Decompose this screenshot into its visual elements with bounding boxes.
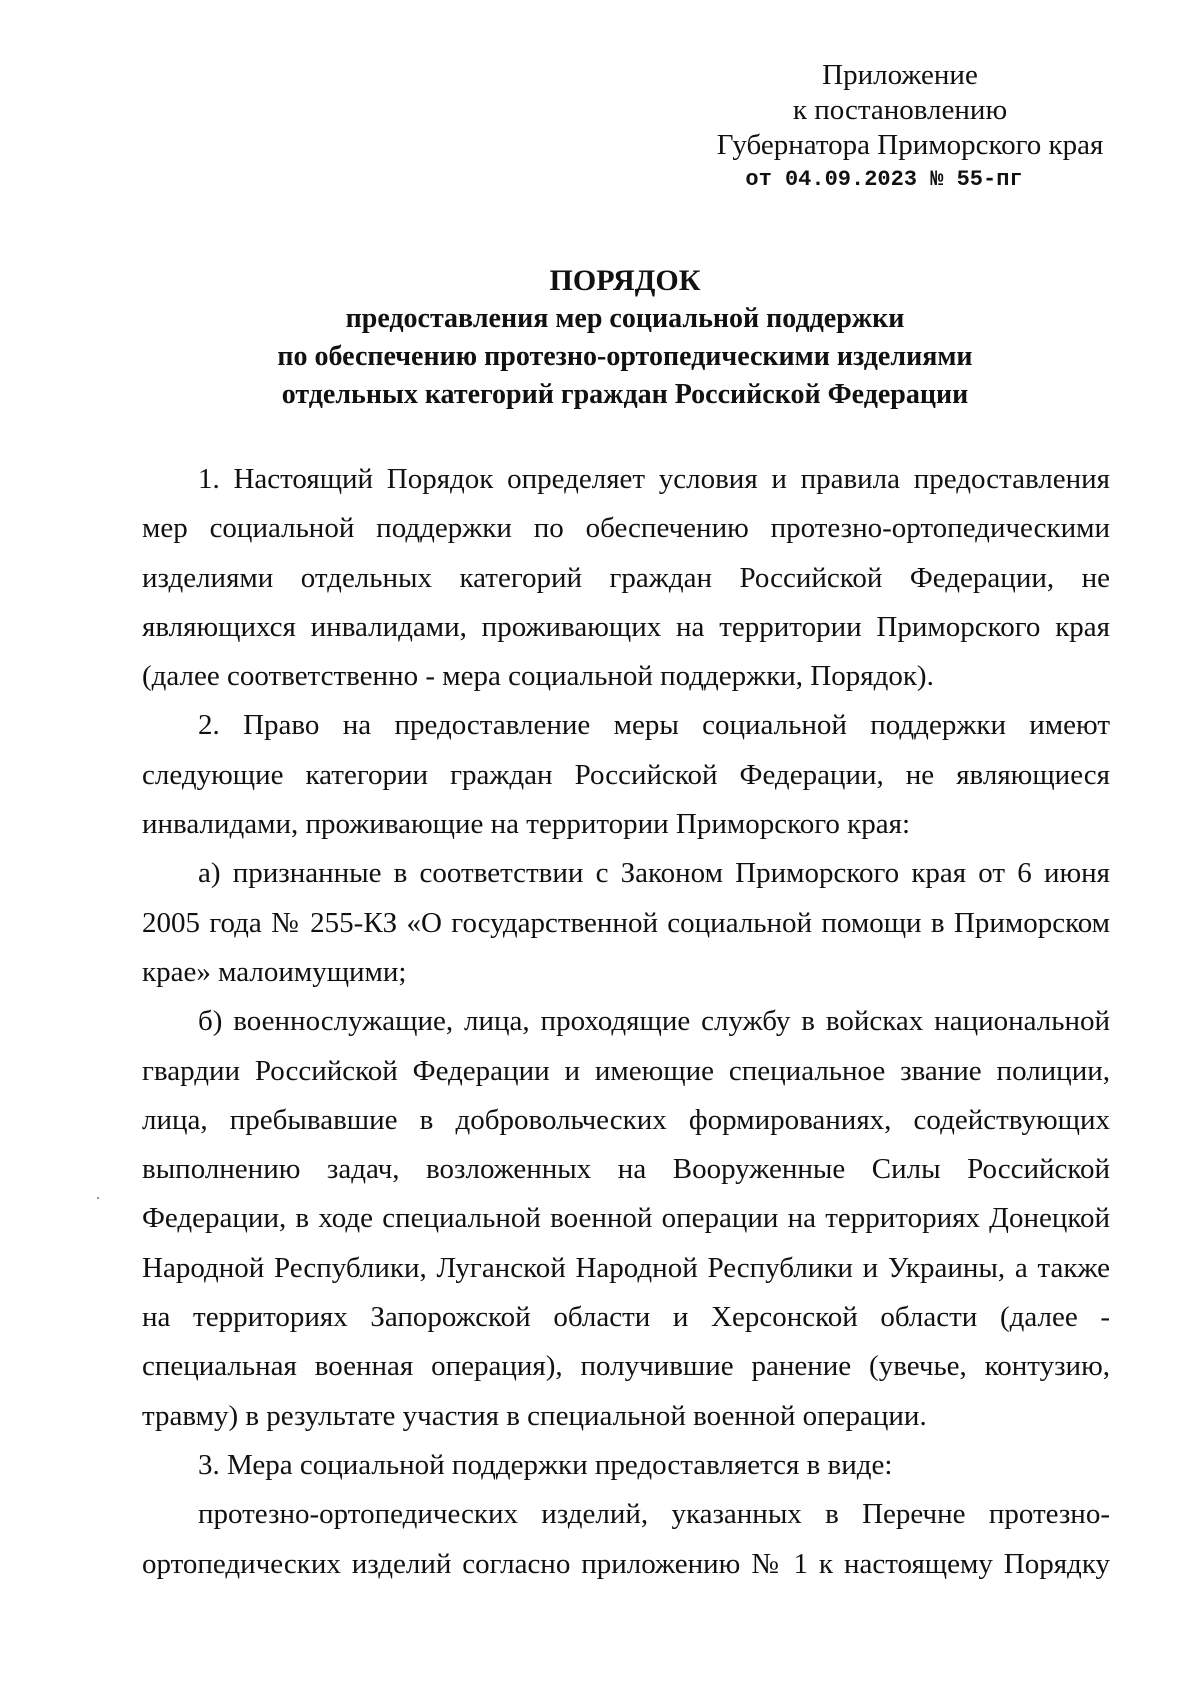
paragraph-1: 1. Настоящий Порядок определяет условия и правила предоставления мер социальной поддержки по обеспечению протезно-ортопедическими изделиями отдельных категорий граждан Российской Федерации, не являющихся инвалидами, проживающих на территории Приморского края (далее соответственно - мера социальной поддержки, Порядок). (142, 463, 1110, 693)
paragraph-3: 3. Мера социальной поддержки предоставляется в виде: (198, 1448, 893, 1481)
appendix-date-number: от 04.09.2023 № 55-пг (745, 167, 1023, 192)
scan-speck (97, 1197, 99, 1199)
appendix-header (690, 58, 1110, 197)
appendix-issuer: Губернатора Приморского края (716, 129, 1104, 161)
appendix-label: Приложение (822, 59, 978, 91)
document-subtitle-line-2: по обеспечению протезно-ортопедическими изделиями (277, 341, 973, 372)
paragraph-2a: а) признанные в соответствии с Законом Приморского края от 6 июня 2005 года № 255-КЗ «О государственной социальной помощи в Приморском крае» малоимущими; (142, 857, 1110, 988)
document-body (142, 455, 1110, 1589)
paragraph-3-continuation: протезно-ортопедических изделий, указанных в Перечне протезно-ортопедических изделий согласно приложению № 1 к настоящему Порядку (142, 1498, 1110, 1580)
paragraph-2b: б) военнослужащие, лица, проходящие службу в войсках национальной гвардии Российской Федерации и имеющие специальное звание полиции, лица, пребывавшие в добровольческих формированиях, содействующих выполнению задач, возложенных на Вооруженные Силы Российской Федерации, в ходе специальной военной операции на территориях Донецкой Народной Республики, Луганской Народной Республики и Украины, а также на территориях Запорожской области и Херсонской области (далее - специальная военная операция), получившие ранение (увечье, контузию, травму) в результате участия в специальной военной операции. (142, 1005, 1110, 1432)
appendix-reference: к постановлению (792, 94, 1008, 126)
paragraph-2: 2. Право на предоставление меры социальной поддержки имеют следующие категории граждан Российской Федерации, не являющиеся инвалидами, проживающие на территории Приморского края: (142, 709, 1110, 841)
document-title-block (140, 262, 1110, 414)
document-subtitle-line-3: отдельных категорий граждан Российской Федерации (281, 379, 969, 410)
document-subtitle-line-1: предоставления мер социальной поддержки (345, 303, 905, 334)
document-title: ПОРЯДОК (549, 264, 701, 297)
